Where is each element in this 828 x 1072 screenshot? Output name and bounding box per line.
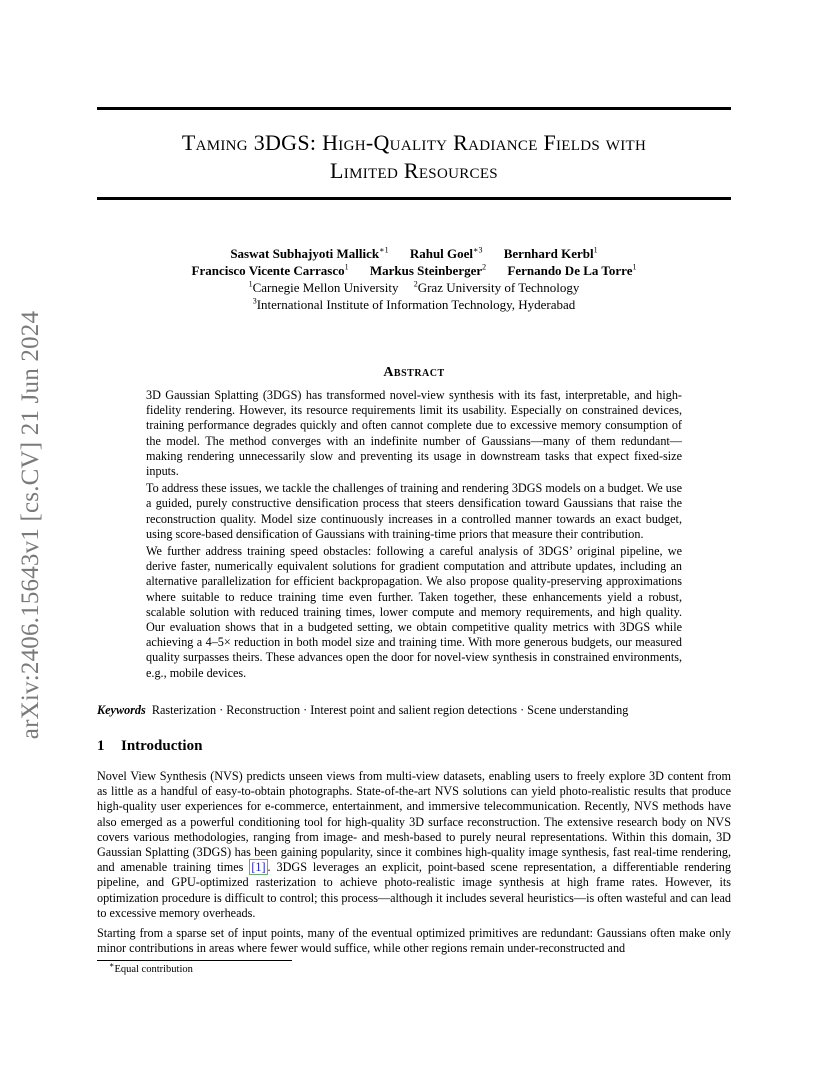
author-affil-mark: 1	[593, 245, 598, 255]
arxiv-identifier: arXiv:2406.15643v1 [cs.CV] 21 Jun 2024	[17, 310, 44, 740]
keywords-list: Rasterization · Reconstruction · Interest point and salient region detections · Scene understanding	[151, 703, 629, 717]
section-heading	[97, 738, 202, 755]
author-affil-mark: ∗1	[379, 245, 389, 255]
author-name: Saswat Subhajyoti Mallick	[230, 246, 380, 261]
footnote-text: Equal contribution	[114, 964, 193, 975]
author-name: Fernando De La Torre	[507, 263, 633, 278]
author-affil-mark: 1	[344, 262, 349, 272]
intro-paragraph-2: Starting from a sparse set of input points, many of the eventual optimized primitives are redundant: Gaussians often make only minor contributions in areas where fewer would suffice, while other regions remain under-reconstructed and	[97, 926, 731, 956]
intro-paragraph-1	[97, 769, 731, 921]
affiliation-row-1	[97, 279, 731, 296]
affiliation: International Institute of Information Technology, Hyderabad	[256, 297, 576, 312]
affiliation-row-2	[97, 296, 731, 313]
footnote-mark: ∗	[109, 960, 115, 970]
author-name: Rahul Goel	[409, 246, 474, 261]
intro-body	[97, 769, 731, 961]
abstract-paragraph: To address these issues, we tackle the challenges of training and rendering 3DGS models on a budget. We use a guided, purely constructive densification process that steers densification toward Gaussians that raise the reconstruction quality. Model size continuously increases in a controlled manner towards an exact budget, using score-based densification of Gaussians with training-time priors that measure their contribution.	[146, 481, 682, 541]
author-name: Bernhard Kerbl	[503, 246, 594, 261]
affiliation-mark: 2	[413, 279, 418, 289]
title-line-1: Taming 3DGS: High-Quality Radiance Fields with	[181, 130, 647, 155]
keywords-line	[97, 703, 731, 718]
abstract-body	[146, 388, 682, 683]
intro-text: . 3DGS leverages an explicit, point-based scene representation, a differentiable rendering pipeline, and GPU-optimized rasterization to achieve photo-realistic image synthesis at high frame rates. However, its optimization procedure is difficult to control; this process—although it includes several heuristics—is often wasteful and can lead to excessive memory overheads.	[97, 860, 731, 920]
affiliation: Carnegie Mellon University	[252, 280, 399, 295]
citation-link[interactable]: [1]	[251, 860, 266, 875]
title-line-2: Limited Resources	[330, 158, 498, 183]
keywords-label: Keywords	[97, 703, 146, 717]
footnote	[109, 960, 193, 976]
author-row-2	[97, 262, 731, 279]
affiliation-mark: 1	[248, 279, 253, 289]
author-row-1	[97, 245, 731, 262]
author-name: Francisco Vicente Carrasco	[191, 263, 345, 278]
footnote-rule	[97, 960, 292, 961]
author-block	[97, 245, 731, 313]
section-number: 1	[97, 738, 105, 754]
title-rule-top	[97, 107, 731, 110]
affiliation-mark: 3	[252, 296, 257, 306]
section-title: Introduction	[121, 738, 203, 754]
author-affil-mark: 1	[632, 262, 637, 272]
abstract-heading: Abstract	[383, 365, 445, 380]
title-rule-bottom	[97, 197, 731, 200]
abstract-paragraph: We further address training speed obstacles: following a careful analysis of 3DGS’ original pipeline, we derive faster, numerically equivalent solutions for gradient computation and attribute updates, including an alternative parallelization for efficient backpropagation. We also propose quality-preserving approximations where suitable to reduce training time even further. Taken together, these enhancements yield a robust, scalable solution with reduced training times, lower compute and memory requirements, and high quality. Our evaluation shows that in a budgeted setting, we obtain competitive quality metrics with 3DGS while achieving a 4–5× reduction in both model size and training time. With more generous budgets, our measured quality surpasses theirs. These advances open the door for novel-view synthesis in constrained environments, e.g., mobile devices.	[146, 544, 682, 680]
arxiv-sidebar	[14, 290, 48, 760]
author-name: Markus Steinberger	[369, 263, 483, 278]
affiliation: Graz University of Technology	[417, 280, 580, 295]
author-affil-mark: ∗3	[473, 245, 483, 255]
intro-text: Novel View Synthesis (NVS) predicts unseen views from multi-view datasets, enabling users to freely explore 3D content from as little as a handful of easy-to-obtain photographs. State-of-the-art NVS solutions can yield photo-realistic results that produce high-quality user experiences for e-commerce, entertainment, and immersive telecommunication. Recently, NVS methods have also emerged as a powerful conditioning tool for high-quality 3D surface reconstruction. The extensive research body on NVS covers various methodologies, ranging from image- and mesh-based to purely neural representations. Within this domain, 3D Gaussian Splatting (3DGS) has been gaining popularity, since it combines high-quality image synthesis, fast real-time rendering, and amenable training times	[97, 769, 731, 875]
abstract-paragraph: 3D Gaussian Splatting (3DGS) has transformed novel-view synthesis with its fast, interpretable, and high-fidelity rendering. However, its resource requirements limit its usability. Especially on constrained devices, training performance degrades quickly and often cannot complete due to excessive memory consumption of the model. The method converges with an indefinite number of Gaussians—many of them redundant—making rendering unnecessarily slow and preventing its usage in downstream tasks that expect fixed-size inputs.	[146, 388, 682, 479]
author-affil-mark: 2	[482, 262, 487, 272]
paper-title	[97, 129, 731, 185]
